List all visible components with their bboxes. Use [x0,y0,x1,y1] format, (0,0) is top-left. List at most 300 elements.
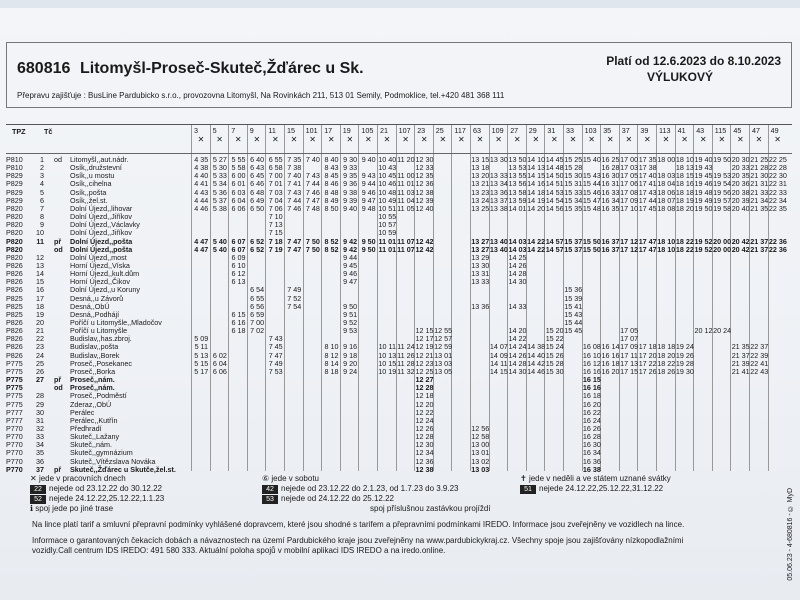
departure-time: 8 12 [324,350,339,360]
departure-time: 7 13 [268,220,283,230]
departure-time: 15 24 [545,342,564,352]
departure-time: 20 40 [731,203,750,213]
departure-time: 13 02 [471,456,490,466]
departure-time: 21 28 [750,163,769,173]
departure-time: 22 25 [768,155,787,164]
departure-time: 12 18 [415,391,434,401]
stop-name: Osík,,cihelna [70,179,112,189]
departure-time: 17 00 [620,155,639,164]
departure-time: 12 30 [415,440,434,450]
departure-time: 10 19 [378,366,397,376]
departure-time: 12 38 [415,464,434,474]
departure-time: 5 37 [212,195,227,205]
departure-time: 13 33 [489,171,508,181]
departure-time: 13 01 [471,448,490,458]
stop-name: Proseč,,Podměstí [70,391,127,401]
stop-zone-code: P826 [6,269,23,279]
departure-time: 14 18 [527,187,546,197]
legend-passes: spoj příslušnou zastávkou projíždí [370,504,491,513]
departure-time: 18 22 [675,244,694,254]
departure-time: 16 30 [582,440,601,450]
departure-time: 19 56 [713,187,732,197]
departure-time: 12 25 [415,366,434,376]
departure-time: 12 55 [434,326,453,336]
workdays-icon: ✕ [234,135,242,144]
departure-time: 16 16 [601,350,620,360]
departure-time: 14 07 [489,342,508,352]
workdays-icon: ✕ [327,135,335,144]
departure-time [359,465,378,474]
departure-time: 11 07 [397,236,415,246]
departure-time: 6 02 [212,350,227,360]
departure-time: 14 57 [545,244,564,254]
departure-time: 13 30 [489,155,508,164]
trip-number: 35 [603,126,612,135]
workdays-icon: ✕ [197,135,205,144]
stop-index: 11 [36,236,44,246]
departure-time: 14 13 [527,163,546,173]
departure-time: 9 48 [361,203,376,213]
departure-time: 13 03 [471,464,490,474]
departure-time: 16 33 [601,187,620,197]
stop-name: Dolní Újezd,,u Koruny [70,285,140,295]
departure-time: 14 24 [508,342,527,352]
departure-time: 7 18 [268,236,283,246]
departure-time: 13 00 [471,440,490,450]
stop-name: Osík,,u mostu [70,171,115,181]
departure-time: 14 53 [545,187,564,197]
workdays-icon: ✕ [532,135,540,144]
departure-time: 22 37 [750,342,769,352]
departure-time: 13 30 [471,260,490,270]
departure-time: 16 18 [582,391,601,401]
departure-time: 7 47 [268,350,283,360]
stop-name: Proseč,,nám. [70,375,115,385]
departure-time: 11 26 [397,350,415,360]
departure-time: 6 06 [231,203,246,213]
departure-time: 14 26 [508,260,527,270]
departure-time: 15 44 [564,318,583,327]
departure-time: 4 46 [194,203,209,213]
stop-index: 34 [36,440,44,450]
departure-time: 13 15 [471,155,490,164]
departure-time: 17 38 [638,163,657,173]
departure-time: 4 44 [194,195,209,205]
workdays-icon: ✕ [551,135,558,144]
departure-time: 14 30 [508,366,527,376]
departure-time: 18 10 [657,236,676,246]
departure-time: 17 20 [638,350,657,360]
col-head-tpz: TPZ [12,127,26,136]
footer-tariff: Na lince platí tarif a smluvní přepravní podmínky vyhlášené dopravcem, které jsou shodné s tarifem a přepravními podmínkami IREDO. Informace jsou zveřejněny ve vozidlech na lince. [32,520,685,529]
trip-number: 63 [473,126,481,135]
departure-time: 13 31 [471,269,490,279]
col-head-tc: Tč [44,127,53,136]
stop-name: Dolní Újezd,,Jiříkov [70,212,132,222]
departure-time: 7 38 [287,163,302,173]
departure-time: 6 04 [231,195,246,205]
departure-time: 19 43 [694,163,713,173]
departure-time: 9 44 [343,252,358,262]
departure-time: 12 22 [415,407,434,417]
departure-time: 18 00 [657,155,676,164]
header-separator [6,153,792,154]
departure-time: 22 28 [768,163,787,173]
trip-number: 23 [417,126,426,135]
departure-time: 16 12 [582,358,601,368]
departure-time: 18 26 [657,366,676,376]
footer-info-2: vozidly.Call centrum IDS IREDO: 491 580 333. Aktuální poloha spojů v mobilní aplikaci IDS IREDO a na iredo.online. [32,546,446,555]
trip-number: 101 [305,126,318,135]
departure-time: 14 01 [508,203,527,213]
departure-time: 18 07 [657,195,676,205]
departure-time: 15 39 [564,293,583,303]
workdays-icon: ✕ [625,135,633,144]
departure-time: 7 47 [287,236,302,246]
departure-time: 7 02 [250,326,265,336]
departure-time: 7 43 [305,171,320,181]
stop-zone-code: P770 [6,423,23,433]
departure-time: 17 40 [638,171,657,181]
departure-time: 7 06 [268,203,283,213]
departure-time: 12 39 [415,195,434,205]
departure-time: 7 40 [305,155,320,164]
departure-time: 7 00 [250,318,265,327]
trip-number: 25 [435,126,444,135]
stop-index: 8 [40,212,44,222]
departure-time: 22 31 [768,179,787,189]
stop-zone-code: P829 [6,179,23,189]
departure-time: 9 52 [343,318,358,327]
stop-zone-code: P829 [6,171,23,181]
departure-time: 15 22 [545,334,564,344]
departure-time: 16 22 [582,407,601,417]
departure-time: 21 31 [750,179,769,189]
departure-time: 15 45 [564,326,583,336]
stop-zone-code: P770 [6,440,23,450]
departure-time: 15 43 [564,309,583,319]
timetable-type: VÝLUKOVÝ [646,70,713,84]
departure-time: 17 22 [638,358,657,368]
departure-time: 6 03 [231,187,246,197]
departure-time: 12 42 [415,244,434,254]
departure-time [601,465,620,474]
stop-index: 31 [36,415,44,425]
departure-time: 6 45 [250,171,265,181]
departure-time: 18 18 [675,187,694,197]
departure-time: 14 54 [545,195,564,205]
stop-zone-code: P770 [6,464,23,474]
departure-time: 7 45 [268,342,283,352]
trip-number: 19 [342,126,351,135]
departure-time: 6 16 [231,318,246,327]
departure-time: 15 37 [564,244,583,254]
departure-time: 12 34 [415,448,434,458]
departure-time: 6 43 [250,163,265,173]
departure-time: 20 36 [731,179,750,189]
trip-number: 105 [361,126,374,135]
stop-zone-code: P826 [6,277,23,287]
stop-name: Skuteč,,nám. [70,440,112,450]
departure-time: 11 01 [378,244,397,254]
departure-time: 7 19 [268,244,283,254]
info-icon: ℹ [30,504,34,513]
stop-name: Proseč,,Borka [70,366,116,376]
timetable-sheet [0,8,800,600]
stop-zone-code: P775 [6,375,23,385]
departure-time: 16 34 [582,448,601,458]
departure-time: 9 40 [361,155,376,164]
departure-time: 8 45 [324,171,339,181]
stop-index: 12 [36,252,44,262]
departure-time: 21 25 [750,155,769,164]
workdays-icon: ✕ [644,135,651,144]
trip-number: 29 [528,126,537,135]
departure-time: 15 43 [582,171,601,181]
departure-time: 19 28 [675,358,694,368]
departure-time: 15 31 [564,179,583,189]
departure-time [192,465,211,474]
departure-time: 13 20 [471,171,490,181]
departure-time: 7 00 [268,171,283,181]
stop-zone-code: P770 [6,456,23,466]
departure-time: 7 43 [287,187,302,197]
trip-number: 11 [268,126,276,135]
departure-time: 10 59 [378,228,397,238]
departure-time: 17 45 [638,203,657,213]
departure-time: 22 30 [768,171,787,181]
departure-time: 15 46 [582,187,601,197]
departure-time: 14 03 [508,244,527,254]
departure-time: 7 50 [305,244,320,254]
trip-number: 49 [770,126,779,135]
departure-time: 6 06 [212,366,227,376]
stop-zone-code: P826 [6,260,23,270]
departure-time: 18 16 [675,179,694,189]
stop-zone-code: P826 [6,350,23,360]
departure-time: 20 12 [694,326,713,336]
departure-time: 20 39 [731,195,750,205]
trip-number: 9 [249,126,254,135]
stop-name: Desná,,ObÚ [70,301,110,311]
departure-time [304,465,323,474]
departure-time: 19 53 [713,171,732,181]
departure-time: 15 44 [582,179,601,189]
departure-time: 7 47 [305,195,320,205]
departure-time: 16 37 [601,236,620,246]
stop-name: Osík,,pošta [70,187,107,197]
trip-number: 39 [640,126,649,135]
departure-time: 19 26 [675,350,694,360]
departure-time: 5 40 [212,236,227,246]
departure-time: 9 18 [343,350,358,360]
departure-time: 20 24 [713,326,732,336]
departure-time: 17 03 [620,163,639,173]
stop-name: Perálec,,Kutřín [70,415,118,425]
stop-name: Osík,,družstevní [70,163,122,173]
departure-time: 14 50 [545,171,564,181]
departure-time: 12 35 [415,171,434,181]
stop-index: 20 [36,318,44,327]
departure-time: 14 22 [527,236,546,246]
legend-53: 53 nejede od 24.12.22 do 25.12.22 [262,494,394,504]
stop-zone-code: P820 [6,236,23,246]
departure-time: 9 51 [343,309,358,319]
departure-time: 10 49 [378,195,397,205]
departure-time: 11 28 [397,358,415,368]
departure-time: 13 40 [489,244,508,254]
departure-time: 11 07 [397,244,415,254]
stop-zone-code: P829 [6,187,23,197]
departure-time: 17 12 [620,244,639,254]
departure-time: 18 08 [657,203,676,213]
departure-time [490,465,509,474]
departure-time: 8 52 [324,244,339,254]
stop-zone-code: P825 [6,309,23,319]
departure-time [545,465,564,474]
departure-time: 12 56 [471,423,490,433]
departure-time: 6 40 [250,155,265,164]
departure-time: 14 03 [508,236,527,246]
arrival-departure-mark: př [54,375,62,385]
arrival-departure-mark: od [54,155,62,164]
workdays-icon: ✕ [755,135,763,144]
trip-number: 33 [566,126,574,135]
departure-time: 16 10 [582,350,601,360]
departure-time: 7 41 [287,179,302,189]
departure-time: 7 50 [305,236,320,246]
departure-time: 20 35 [731,171,750,181]
stop-index: 23 [36,342,44,352]
stop-index: 37 [36,464,44,474]
departure-time: 13 33 [471,277,490,287]
stop-index: 35 [36,448,44,458]
departure-time: 4 47 [194,244,209,254]
departure-time: 6 13 [231,277,246,287]
departure-time: 12 57 [434,334,453,344]
departure-time: 16 28 [601,163,620,173]
departure-time: 17 13 [620,358,639,368]
departure-time: 17 35 [638,155,657,164]
stop-index: 14 [36,269,44,279]
departure-time: 14 28 [508,358,527,368]
departure-time: 6 07 [231,236,246,246]
trip-number: 21 [380,126,388,135]
departure-time: 14 10 [527,155,546,164]
workdays-icon: ✕ [699,135,707,144]
departure-time: 14 57 [545,236,564,246]
departure-time: 9 45 [343,260,358,270]
departure-time: 13 25 [471,203,490,213]
departure-time: 12 17 [415,334,434,344]
departure-time: 16 18 [601,358,620,368]
departure-time: 18 10 [657,244,676,254]
arrival-departure-mark: př [54,236,62,246]
trip-number: 41 [677,126,686,135]
stop-index: 30 [36,407,44,417]
departure-time: 15 30 [545,366,564,376]
stop-index: 22 [36,334,44,344]
stop-zone-code: P775 [6,399,23,409]
departure-time: 6 56 [250,301,265,311]
stop-index: 7 [40,203,44,213]
departure-time: 16 16 [582,383,601,393]
departure-time: 6 48 [250,187,265,197]
departure-time: 13 53 [508,163,527,173]
departure-time: 16 34 [601,195,620,205]
departure-time: 17 18 [638,342,657,352]
stop-index: 5 [40,187,44,197]
departure-time: 14 15 [489,366,508,376]
stop-index: 21 [36,326,44,336]
departure-time: 10 55 [378,212,397,222]
departure-time: 11 20 [397,155,415,164]
departure-time: 10 57 [378,220,397,230]
departure-time: 14 15 [527,171,546,181]
departure-time: 12 33 [415,163,434,173]
workdays-icon: ✕ [718,135,726,144]
stop-zone-code: P825 [6,301,23,311]
departure-time: 16 31 [601,179,620,189]
trip-number: 15 [287,126,295,135]
departure-time: 19 52 [694,236,713,246]
departure-time: 22 33 [768,187,787,197]
departure-time: 14 16 [527,179,546,189]
departure-time: 19 46 [694,179,713,189]
departure-time: 17 12 [620,236,639,246]
stop-index: 6 [40,195,44,205]
stop-name: Osík,,žel.st. [70,195,108,205]
departure-time: 18 06 [657,187,676,197]
stop-index: 15 [36,277,44,287]
workdays-icon: ✕ [420,135,428,144]
departure-time: 6 04 [212,358,227,368]
departure-time: 12 28 [415,383,434,393]
departure-time: 11 24 [397,342,415,352]
carrier-info: Přepravu zajišťuje : BusLine Pardubicko s.r.o., provozovna Litomyšl, Na Rovinkách 211, 513 01 Semily, Podmoklice, tel.+420 481 368 111 [17,91,505,100]
departure-time: 17 10 [620,203,639,213]
departure-time: 8 48 [324,187,339,197]
departure-time: 7 44 [305,179,320,189]
departure-time: 6 10 [231,260,246,270]
departure-time: 21 41 [731,366,750,376]
departure-time: 7 44 [287,195,302,205]
departure-time: 12 28 [415,432,434,442]
stop-name: Dolní Újezd,,most [70,252,127,262]
stop-index: 17 [36,293,44,303]
saturday-icon: ⑥ [262,474,270,483]
departure-time: 17 11 [620,350,638,360]
stop-zone-code: P826 [6,334,23,344]
workdays-icon: ✕ [402,135,409,144]
departure-time: 4 43 [194,187,209,197]
departure-time: 14 56 [545,203,564,213]
stop-zone-code: P826 [6,326,23,336]
stop-zone-code: P777 [6,415,23,425]
departure-time: 13 27 [471,236,490,246]
departure-time: 12 36 [415,179,434,189]
departure-time: 16 26 [582,423,601,433]
stop-zone-code: P810 [6,163,23,173]
departure-time: 20 42 [731,244,750,254]
departure-time: 9 40 [343,203,358,213]
stop-zone-code: P820 [6,228,23,238]
departure-time: 10 13 [378,350,397,360]
departure-time: 6 46 [250,179,265,189]
departure-time: 13 03 [434,358,453,368]
departure-time: 13 59 [508,195,527,205]
departure-time [713,465,732,474]
